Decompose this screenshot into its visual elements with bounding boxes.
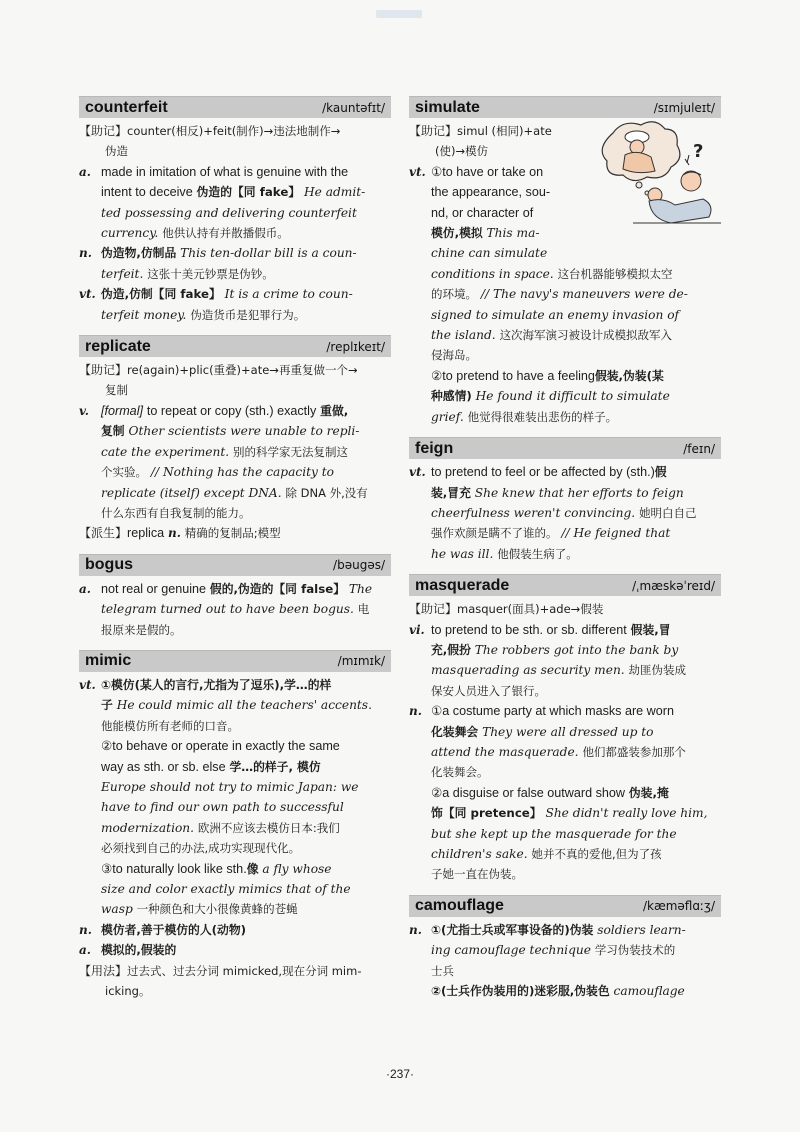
headword-bar <box>409 574 721 596</box>
mnemonic: 【助记】masquer(面具)+ade→假装 <box>409 602 604 617</box>
svg-text:?: ? <box>693 141 704 162</box>
headword: feign <box>415 439 454 457</box>
headword-bar <box>79 650 391 672</box>
headword-bar <box>409 895 721 917</box>
page-number: ·237· <box>385 1067 414 1081</box>
definition: vt. to pretend to feel or be affected by (sth.)假 <box>409 465 667 480</box>
headword: bogus <box>85 556 133 574</box>
headword: simulate <box>415 98 480 116</box>
mnemonic: 【助记】simul (相同)+ate <box>409 124 552 138</box>
pronunciation: /bəugəs/ <box>333 558 385 573</box>
mnemonic: 【助记】re(again)+plic(重叠)+ate→再重复做一个→ <box>79 363 358 378</box>
definition: vt. ①to have or take on <box>409 164 544 179</box>
headword-bar <box>79 335 391 357</box>
entry-bogus: bogus /bəugəs/ a. not real or genuine 假的,伪造的【同 false】 The telegram turned out to have been bogus. 电 报原来是假的。 <box>79 554 391 640</box>
top-edge-mark <box>376 10 422 18</box>
definition: vt. ①模仿(某人的言行,尤指为了逗乐),学…的样 <box>79 677 332 692</box>
entry-counterfeit: counterfeit /kauntəfɪt/ 【助记】counter(相反)+feit(制作)→违法地制作→ 伪造 a. made in imitation of what is genuine with the intent to deceive 伪造的【同 fake】 He admit- ted possessing and delivering counterfeit currency. 他供认持有并散播假币。 n. 伪造物,仿制品 This ten-dollar bill is a coun- terfeit. 这张十美元钞票是伪钞。 vt. 伪造,仿制【同 fake】 It is a crime to coun- terfeit money. 伪造货币是犯罪行为。 <box>79 96 391 325</box>
definition: ②to pretend to have a feeling假装,伪装(某 <box>431 368 664 383</box>
headword-bar <box>79 554 391 576</box>
entry-masquerade: masquerade /ˌmæskəˈreɪd/ 【助记】masquer(面具)+ade→假装 vi. to pretend to be sth. or sb. different 假装,冒 充,假扮 The robbers got into the bank by masquerading as security men. 劫匪伪装成 保安人员进入了银行。 n. ①a costume party at which masks are worn 化装舞会 They were all dressed up to attend the masquerade. 他们都盛装参加那个 化装舞会。 ②a disguise or false outward show 伪装,掩 饰【同 pretence】 She didn't really love him, but she kept up the masquerade for the children's sake. 她并不真的爱他,但为了孩 子她一直在伪装。 <box>409 574 721 885</box>
pronunciation: /feɪn/ <box>683 441 715 456</box>
mnemonic: 【助记】counter(相反)+feit(制作)→违法地制作→ <box>79 124 341 138</box>
headword-bar <box>79 96 391 118</box>
headword: masquerade <box>415 576 510 594</box>
pronunciation: /mɪmɪk/ <box>337 654 385 669</box>
pronunciation: /ˌmæskəˈreɪd/ <box>632 578 715 593</box>
definition: a. not real or genuine 假的,伪造的【同 false】 The <box>79 581 373 596</box>
definition: n. 伪造物,仿制品 This ten-dollar bill is a coun- <box>79 246 357 261</box>
cartoon-man-simulating-icon <box>593 119 721 231</box>
entry-mimic: mimic /mɪmɪk/ vt. ①模仿(某人的言行,尤指为了逗乐),学…的样 子 He could mimic all the teachers' accents. 他能模仿所有老师的口音。 ②to behave or operate in exactly the same way as sth. or sb. else 学…的样子, 模仿 Europe should not try to mimic Japan: we have to find our own path to successful modernization. 欧洲不应该去模仿日本:我们 必须找到自己的办法,成功实现现代化。 ③to naturally look like sth.像 a fly whose size and color exactly mimics that of the wasp 一种颜色和大小很像黄蜂的苍蝇 n. 模仿者,善于模仿的人(动物) a. 模拟的,假装的 【用法】过去式、过去分词 mimicked,现在分词 mim- icking。 <box>79 650 391 1002</box>
left-column <box>79 96 391 1011</box>
right-column <box>409 96 721 1011</box>
definition: vt. 伪造,仿制【同 fake】 It is a crime to coun- <box>79 287 353 302</box>
pronunciation: /sɪmjuleɪt/ <box>653 100 715 115</box>
definition: n. 模仿者,善于模仿的人(动物) <box>79 922 247 937</box>
entry-replicate: replicate /replɪkeɪt/ 【助记】re(again)+plic(重叠)+ate→再重复做一个→ 复制 v. [formal] to repeat or copy (sth.) exactly 重做, 复制 Other scientists were unable to repli- cate the experiment. 别的科学家无法复制这 个实验。 // Nothing has the capacity to replicate (itself) except DNA. 除 DNA 外,没有 什么东西有自我复制的能力。 【派生】replica n. 精确的复制品;模型 <box>79 335 391 544</box>
definition: a. 模拟的,假装的 <box>79 943 177 958</box>
pronunciation: /kauntəfɪt/ <box>322 100 385 115</box>
definition: ②a disguise or false outward show 伪装,掩 <box>431 785 669 800</box>
entry-camouflage: camouflage /kæməflɑːʒ/ n. ①(尤指士兵或军事设备的)伪装 soldiers learn- ing camouflage technique 学习伪装技术的 士兵 ②(士兵作伪装用的)迷彩服,伪装色 camouflage <box>409 895 721 1002</box>
definition: v. [formal] to repeat or copy (sth.) exactly 重做, <box>79 403 349 418</box>
usage-note: 【用法】过去式、过去分词 mimicked,现在分词 mim- <box>79 963 362 978</box>
definition: ③to naturally look like sth.像 a fly whose <box>101 861 332 876</box>
definition: vi. to pretend to be sth. or sb. different 假装,冒 <box>409 622 671 637</box>
headword: mimic <box>85 652 132 670</box>
headword: camouflage <box>415 897 504 915</box>
entry-simulate: simulate /sɪmjuleɪt/ ? 【助记】simul (相同)+ate (使)→模仿 vt. ①to have or take on the appearance, sou- nd, or character of 模仿,模拟 This ma- chine can simulate conditions in space. 这台机器能够模拟太空 的环境。 // The navy's maneuvers were de- signed to simulate an enemy invasion of the island. 这次海军演习被设计成模拟敌军入 侵海岛。 ②to pretend to have a feeling假装,伪装(某 种感情) He found it difficult to simulate grief. 他觉得很难装出悲伤的样子。 <box>409 96 721 427</box>
definition: n. ①a costume party at which masks are worn <box>409 704 674 719</box>
pronunciation: /kæməflɑːʒ/ <box>642 899 715 914</box>
definition: ②to behave or operate in exactly the same <box>101 739 340 754</box>
pronunciation: /replɪkeɪt/ <box>326 339 385 354</box>
headword-bar <box>409 96 721 118</box>
entry-feign: feign /feɪn/ vt. to pretend to feel or be affected by (sth.)假 装,冒充 She knew that her efforts to feign cheerfulness weren't convincing. 她明白自己 强作欢颜是瞒不了谁的。 // He feigned that he was ill. 他假装生病了。 <box>409 437 721 564</box>
headword-bar <box>409 437 721 459</box>
headword: replicate <box>85 337 151 355</box>
definition: n. ①(尤指士兵或军事设备的)伪装 soldiers learn- <box>409 922 686 937</box>
definition: a. made in imitation of what is genuine with the <box>79 164 349 179</box>
headword: counterfeit <box>85 98 168 116</box>
definition: ②(士兵作伪装用的)迷彩服,伪装色 camouflage <box>431 984 685 999</box>
derivative: 【派生】replica n. 精确的复制品;模型 <box>79 526 281 541</box>
